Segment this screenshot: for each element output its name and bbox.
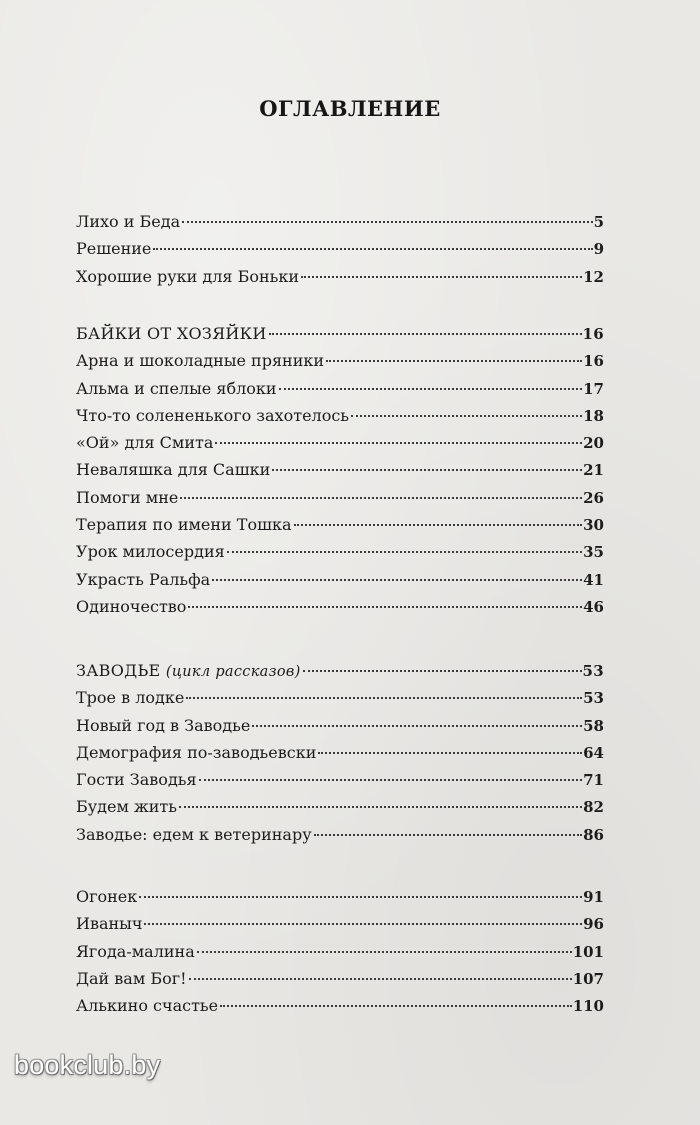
- toc-entry-title: [76, 657, 301, 686]
- dot-leader: [215, 442, 582, 444]
- dot-leader: [252, 725, 582, 727]
- toc-entry: [76, 883, 604, 910]
- toc-entry-title: Алькино счастье: [76, 996, 219, 1016]
- toc-entry-title: Гости Заводья: [76, 770, 197, 790]
- dot-leader: [220, 1005, 572, 1007]
- dot-leader: [326, 360, 582, 362]
- toc-entry: [76, 263, 604, 290]
- toc-entry: [76, 484, 604, 511]
- toc-group-2: [76, 320, 604, 620]
- dot-leader: [314, 834, 583, 836]
- toc-group-4: [76, 883, 604, 1019]
- dot-leader: [199, 779, 583, 781]
- toc-entry-title: Будем жить: [76, 797, 177, 817]
- toc-entry-page: 58: [583, 716, 604, 735]
- dot-leader: [197, 951, 572, 953]
- toc-entry-page: 16: [582, 325, 604, 343]
- toc-entry: [76, 347, 604, 374]
- toc-entry-page: 30: [583, 516, 604, 535]
- toc-entry: [76, 684, 604, 711]
- toc-entry-page: 5: [593, 213, 604, 231]
- dot-leader: [269, 333, 582, 335]
- toc-entry-page: 46: [583, 597, 604, 616]
- toc-entry-title: Арна и шоколадные пряники: [76, 351, 325, 371]
- section-subtitle: (цикл рассказов): [165, 664, 301, 680]
- toc-entry-title: Решение: [76, 239, 152, 259]
- toc-entry-page: 71: [583, 771, 604, 790]
- toc-group-3: [76, 657, 604, 848]
- dot-leader: [279, 388, 583, 390]
- toc-entry-title: Демография по-заводьевски: [76, 742, 317, 762]
- toc-entry-title: Помоги мне: [76, 487, 179, 507]
- toc-entry-page: 82: [583, 798, 604, 817]
- toc-entry: [76, 992, 604, 1019]
- toc-entry-title: Альма и спелые яблоки: [76, 378, 277, 398]
- toc-entry-page: 53: [582, 662, 604, 680]
- toc-entry: [76, 429, 604, 456]
- section-title: ЗАВОДЬЕ: [76, 661, 161, 680]
- toc-entry: [76, 456, 604, 483]
- toc-entry-title: Новый год в Заводье: [76, 715, 251, 735]
- toc-entry: [76, 766, 604, 793]
- dot-leader: [303, 670, 582, 672]
- toc-entry-title: Трое в лодке: [76, 688, 185, 708]
- toc-entry-page: 12: [583, 267, 604, 286]
- toc-group-1: [76, 208, 604, 290]
- toc-entry: [76, 712, 604, 739]
- dot-leader: [182, 221, 592, 223]
- site-watermark: bookclub.by: [14, 1050, 161, 1080]
- page-title: ОГЛАВЛЕНИЕ: [259, 96, 441, 121]
- dot-leader: [179, 806, 582, 808]
- dot-leader: [144, 923, 582, 925]
- dot-leader: [212, 579, 582, 581]
- toc-entry-page: 91: [583, 888, 604, 906]
- toc-entry: [76, 910, 604, 937]
- toc-section-heading: [76, 657, 604, 684]
- toc-entry: [76, 375, 604, 402]
- toc-entry-title: Огонек: [76, 887, 138, 906]
- toc-entry-page: 101: [572, 942, 604, 961]
- toc-entry: [76, 235, 604, 262]
- toc-entry-page: 64: [583, 743, 604, 762]
- dot-leader: [139, 896, 582, 898]
- dot-leader: [186, 697, 582, 699]
- toc-entry: [76, 208, 604, 235]
- toc-entry-title: БАЙКИ ОТ ХОЗЯЙКИ: [76, 324, 267, 343]
- toc-entry-page: 20: [583, 434, 604, 453]
- toc-entry-page: 18: [583, 406, 604, 425]
- dot-leader: [180, 497, 582, 499]
- toc-entry-page: 16: [583, 352, 604, 371]
- toc-entry-page: 17: [583, 379, 604, 398]
- toc-entry: [76, 566, 604, 593]
- toc-entry-title: Хорошие руки для Боньки: [76, 266, 300, 286]
- toc-entry-title: Иваныч: [76, 914, 143, 934]
- toc-entry-title: Ягода-малина: [76, 941, 195, 961]
- toc-entry-title: Неваляшка для Сашки: [76, 460, 271, 480]
- toc-entry: [76, 511, 604, 538]
- toc-entry: [76, 593, 604, 620]
- dot-leader: [272, 469, 582, 471]
- toc-entry: [76, 965, 604, 992]
- toc-entry-title: Терапия по имени Тошка: [76, 515, 292, 535]
- toc-entry-page: 107: [572, 969, 604, 988]
- toc-entry-title: Что-то солененького захотелось: [76, 405, 350, 425]
- toc-entry-page: 86: [583, 825, 604, 844]
- toc-entry-page: 96: [583, 915, 604, 934]
- toc-entry-page: 21: [583, 461, 604, 480]
- toc-entry-title: Дай вам Бог!: [76, 968, 187, 988]
- toc-entry-title: Заводье: едем к ветеринару: [76, 824, 312, 844]
- toc-entry: [76, 739, 604, 766]
- toc-entry: [76, 402, 604, 429]
- dot-leader: [294, 524, 583, 526]
- dot-leader: [227, 551, 582, 553]
- dot-leader: [188, 606, 582, 608]
- toc-entry-page: 9: [593, 240, 604, 259]
- toc-entry-page: 35: [583, 543, 604, 562]
- dot-leader: [153, 248, 592, 250]
- toc-entry-title: Лихо и Беда: [76, 212, 181, 231]
- dot-leader: [189, 978, 572, 980]
- toc-entry-title: «Ой» для Смита: [76, 433, 214, 453]
- toc-entry-title: Одиночество: [76, 596, 187, 616]
- dot-leader: [301, 276, 582, 278]
- toc-entry-page: 26: [583, 488, 604, 507]
- toc-entry-page: 53: [583, 689, 604, 708]
- toc-entry: [76, 938, 604, 965]
- toc-entry-title: Украсть Ральфа: [76, 569, 211, 589]
- toc-entry: [76, 538, 604, 565]
- toc-entry-page: 110: [572, 997, 604, 1016]
- toc-entry: [76, 793, 604, 820]
- toc-entry-title: Урок милосердия: [76, 542, 225, 562]
- dot-leader: [351, 415, 582, 417]
- toc-section-heading: [76, 320, 604, 347]
- toc-entry: [76, 821, 604, 848]
- toc-entry-page: 41: [583, 570, 604, 589]
- dot-leader: [318, 752, 582, 754]
